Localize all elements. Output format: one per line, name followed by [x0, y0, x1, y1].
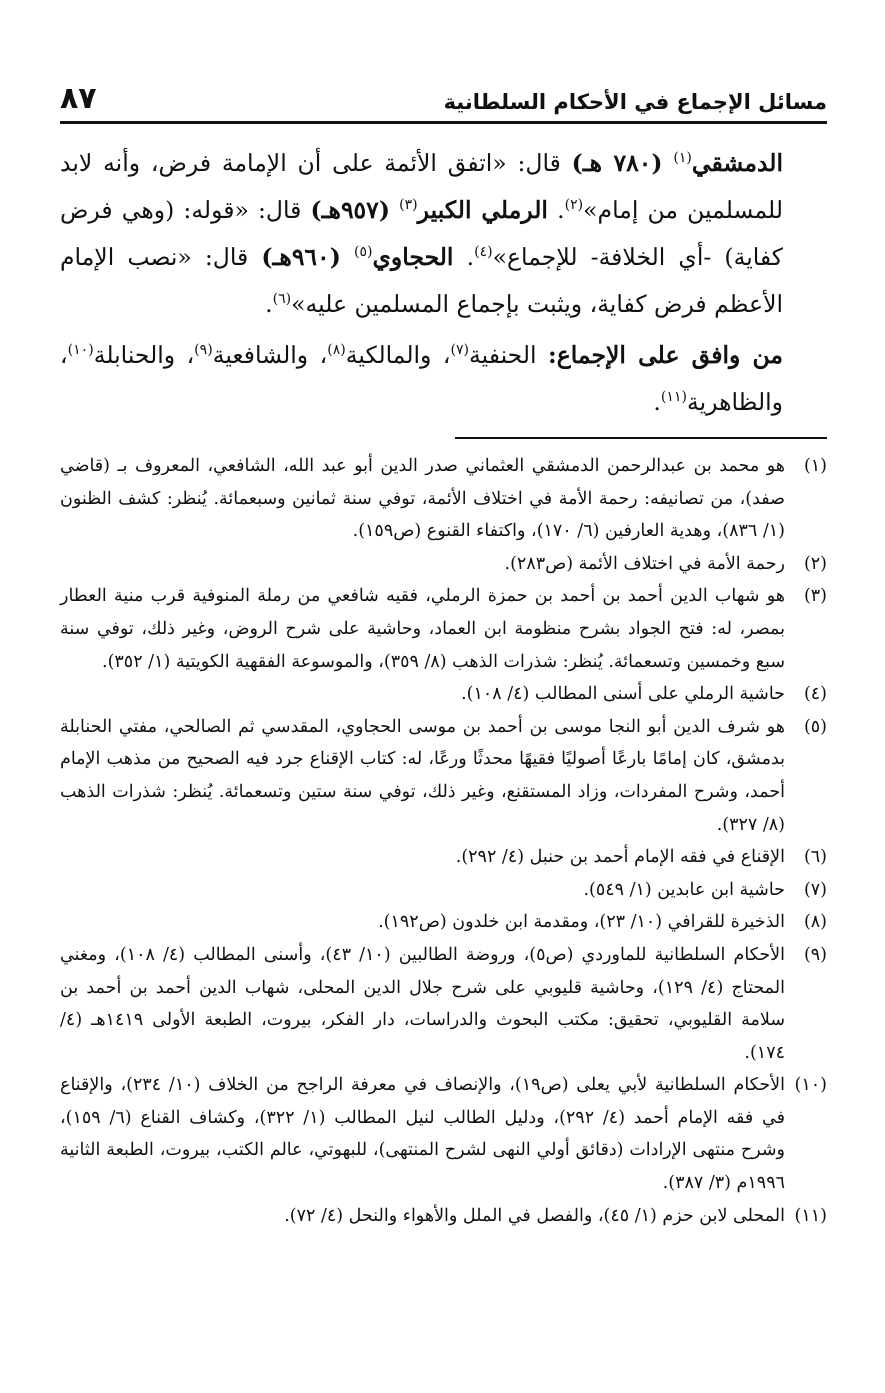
- footnotes: [60, 450, 827, 1232]
- running-title: مسائل الإجماع في الأحكام السلطانية: [443, 90, 827, 114]
- footnote-text: الإقناع في فقه الإمام أحمد بن حنبل (٤/ ٢٩٢).: [455, 847, 785, 868]
- footnote-4: [60, 678, 827, 711]
- footnote-text: حاشية ابن عابدين (١/ ٥٤٩).: [583, 879, 785, 900]
- footnote-7: [60, 874, 827, 907]
- text-span: ، والمالكية: [345, 341, 451, 369]
- text-span: ، والحنابلة: [93, 341, 195, 369]
- death-year: (٧٨٠ هـ): [571, 149, 663, 177]
- footnote-ref: (٤): [474, 244, 493, 261]
- footnote-ref: (٥): [353, 244, 373, 261]
- footnote-text: هو شرف الدين أبو النجا موسى بن أحمد بن موسى الحجاوي، المقدسي ثم الصالحي، مفتي الحنابلة بدمشق، كان إمامًا بارعًا أصوليًا فقيهًا محدثًا ورعًا، له: كتاب الإقناع جرد فيه الصحيح من مذهب الإمام أحمد، وشرح المفردات، وزاد المستقنع، وغير ذلك، توفي سنة ستين وتسعمائة. يُنظر: شذرات الذهب (٨/ ٣٢٧).: [60, 716, 785, 835]
- text-span: .: [265, 290, 273, 318]
- footnote-5: [60, 711, 827, 841]
- footnote-ref: (١): [673, 150, 692, 167]
- main-text: [60, 140, 827, 426]
- footnote-ref: (٣): [399, 197, 418, 214]
- footnote-text: الأحكام السلطانية لأبي يعلى (ص١٩)، والإنصاف في معرفة الراجح من الخلاف (١٠/ ٢٣٤)، والإقناع في فقه الإمام أحمد (٤/ ٢٩٢)، ودليل الطالب لنيل المطالب (١/ ٣٢٢)، وكشاف القناع (٦/ ١٥٩)، وشرح منتهى الإرادات (دقائق أولي النهى لشرح المنتهى)، للبهوتي، عالم الكتب، بيروت، الطبعة الثانية ١٩٩٦م (٣/ ٣٨٧).: [60, 1075, 786, 1194]
- page-number: ٨٧: [60, 81, 97, 116]
- text-span: [663, 149, 674, 177]
- footnote-text: هو شهاب الدين أحمد بن أحمد بن حمزة الرملي، فقيه شافعي من رملة المنوفية قرب منية العطار بمصر، له: فتح الجواد بشرح منظومة ابن العماد، وحاشية على شرح الروض، وغير ذلك، توفي سنة سبع وخمسين وتسعمائة. يُنظر: شذرات الذهب (٨/ ٣٥٩)، والموسوعة الفقهية الكويتية (١/ ٣٥٢).: [60, 586, 785, 672]
- footnote-text: المحلى لابن حزم (١/ ٤٥)، والفصل في الملل والأهواء والنحل (٤/ ٧٢).: [284, 1205, 785, 1226]
- footnote-ref: (٨): [327, 342, 346, 359]
- footnote-number: (٣): [803, 586, 827, 607]
- quote-text: قال: «نصب الإمام الأعظم فرض كفاية، ويثبت بإجماع المسلمين عليه»: [60, 243, 783, 318]
- text-span: .: [453, 243, 475, 271]
- agreement-heading: من وافق على الإجماع:: [548, 341, 783, 369]
- quote-text: قال: «قوله: (وهي فرض كفاية) -أي الخلافة- للإجماع»: [60, 196, 783, 271]
- footnote-number: (٥): [803, 716, 827, 737]
- paragraph-2: [60, 332, 827, 426]
- text-span: الحنفية: [469, 341, 549, 369]
- scholar-name-dimashqi: الدمشقي: [691, 149, 783, 177]
- scholar-name-ramli: الرملي الكبير: [417, 196, 548, 224]
- text-span: ، والشافعية: [212, 341, 328, 369]
- footnote-text: حاشية الرملي على أسنى المطالب (٤/ ١٠٨).: [461, 684, 785, 705]
- footnote-number: (١): [803, 456, 827, 476]
- text-span: .: [653, 388, 661, 416]
- footnote-number: (١١): [794, 1205, 827, 1226]
- footnote-number: (٧): [803, 879, 827, 900]
- footnote-11: [60, 1200, 827, 1233]
- footnote-number: (٤): [803, 684, 827, 705]
- scholar-name-hajjawi: الحجاوي: [372, 243, 454, 271]
- footnote-number: (٦): [803, 847, 827, 868]
- death-year: (٩٥٧هـ): [310, 196, 390, 224]
- text-span: [341, 243, 354, 271]
- footnote-ref: (٢): [564, 197, 584, 214]
- footnote-ref: (٩): [194, 342, 213, 359]
- death-year: (٩٦٠هـ): [261, 243, 341, 271]
- header-rule: [60, 121, 827, 124]
- footnote-2: [60, 548, 827, 581]
- footnote-text: الأحكام السلطانية للماوردي (ص٥)، وروضة الطالبين (١٠/ ٤٣)، وأسنى المطالب (٤/ ١٠٨)، ومغني المحتاج (٤/ ١٢٩)، وحاشية قليوبي على شرح جلال الدين المحلى، شهاب الدين أحمد بن أحمد بن سلامة القليوبي، تحقيق: مكتب البحوث والدراسات، دار الفكر، بيروت، الطبعة الأولى ١٤١٩هـ (٤/ ١٧٤).: [60, 944, 785, 1063]
- footnote-number: (٩): [803, 944, 827, 965]
- footnote-number: (٨): [803, 912, 827, 933]
- footnote-number: (١٠): [794, 1075, 827, 1096]
- text-span: .: [547, 196, 565, 224]
- page-header: [60, 68, 827, 118]
- footnote-6: [60, 841, 827, 874]
- paragraph-1: [60, 140, 827, 328]
- footnote-9: [60, 939, 827, 1069]
- text-span: [390, 196, 399, 224]
- footnote-10: [60, 1069, 827, 1199]
- footnote-text: هو محمد بن عبدالرحمن الدمشقي العثماني صدر الدين أبو عبد الله، الشافعي، المعروف بـ (قاضي صفد)، من تصانيفه: رحمة الأمة في اختلاف الأئمة، توفي سنة ثمانين وسبعمائة. يُنظر: كشف الظنون (١/ ٨٣٦)، وهدية العارفين (٦/ ١٧٠)، واكتفاء القنوع (ص١٥٩).: [60, 456, 785, 542]
- footnote-1: [60, 450, 827, 548]
- footnote-ref: (٦): [272, 291, 292, 308]
- footnote-ref: (١٠): [67, 342, 94, 359]
- footnote-number: (٢): [803, 553, 827, 574]
- footnote-text: الذخيرة للقرافي (١٠/ ٢٣)، ومقدمة ابن خلدون (ص١٩٢).: [378, 912, 785, 933]
- text-span: ، والظاهرية: [60, 341, 783, 416]
- quote-text: قال: «اتفق الأئمة على أن الإمامة فرض، وأنه لابد للمسلمين من إمام»: [60, 149, 783, 224]
- footnote-ref: (١١): [660, 389, 688, 406]
- footnote-8: [60, 906, 827, 939]
- footnote-text: رحمة الأمة في اختلاف الأئمة (ص٢٨٣).: [504, 553, 785, 574]
- footnote-ref: (٧): [450, 342, 470, 359]
- footnote-rule: [455, 437, 827, 439]
- footnote-3: [60, 580, 827, 678]
